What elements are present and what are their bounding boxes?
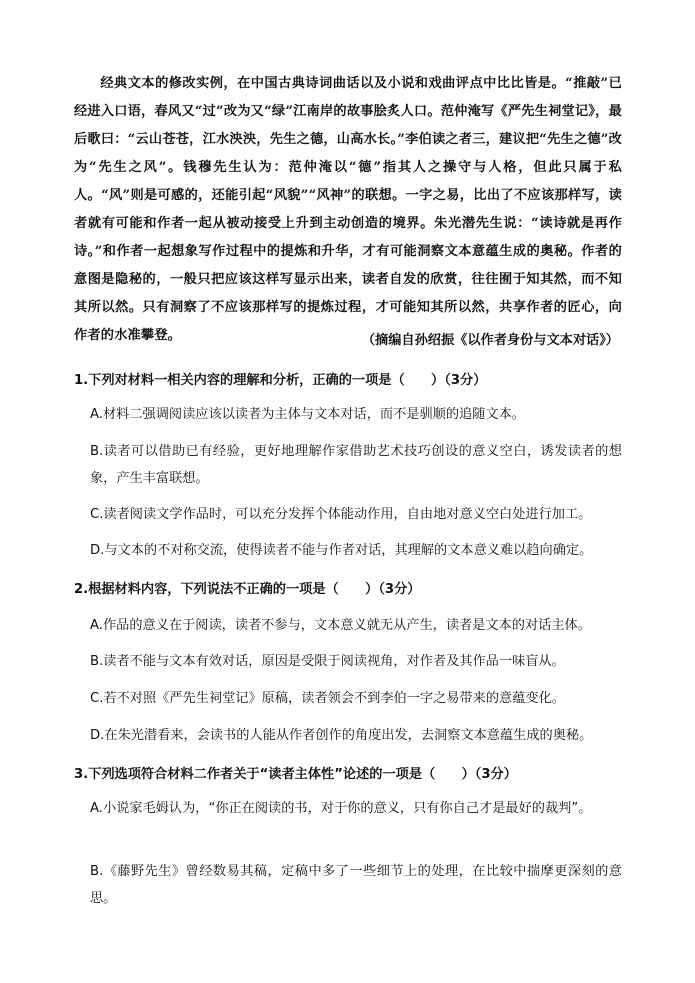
question-2-option-a[interactable]: A.作品的意义在于阅读，读者不参与，文本意义就无从产生，读者是文本的对话主体。 bbox=[90, 618, 591, 633]
question-3-stem: 3.下列选项符合材料二作者关于“读者主体性”论述的一项是（ ）（3分） bbox=[74, 767, 517, 782]
question-1-option-b[interactable]: B.读者可以借助已有经验，更好地理解作家借助艺术技巧创设的意义空白，诱发读者的想象，产生丰富联想。 bbox=[90, 444, 622, 486]
question-1-option-d[interactable]: D.与文本的不对称交流，使得读者不能与作者对话，其理解的文本意义难以趋向确定。 bbox=[90, 543, 593, 558]
question-3-option-b[interactable]: B.《藤野先生》曾经数易其稿，定稿中多了一些细节上的处理，在比较中揣摩更深刻的意思。 bbox=[90, 864, 622, 906]
question-1-stem: 1.下列对材料一相关内容的理解和分析，正确的一项是（ ）（3分） bbox=[74, 373, 487, 388]
question-3-option-a[interactable]: A.小说家毛姆认为，“你正在阅读的书，对于你的意义，只有你自己才是最好的裁判”。 bbox=[90, 801, 592, 816]
question-2-option-b[interactable]: B.读者不能与文本有效对话，原因是受限于阅读视角，对作者及其作品一味盲从。 bbox=[90, 654, 565, 669]
question-2-option-d[interactable]: D.在朱光潜看来，会读书的人能从作者创作的角度出发，去洞察文本意蕴生成的奥秘。 bbox=[90, 728, 593, 743]
reading-passage: 经典文本的修改实例，在中国古典诗词曲话以及小说和戏曲评点中比比皆是。“推敲”已经进入口语，春风又“过”改为又“绿”江南岸的故事脍炙人口。范仲淹写《严先生祠堂记》，最后歌曰：“云山苍苍，江水泱泱，先生之德，山高水长。”李伯读之者三，建议把“先生之德”改为“先生之风”。钱穆先生认为：范仲淹以“德”指其人之操守与人格，但此只属于私人。“风”则是可感的，还能引起“风貌”“风神”的联想。一字之易，比出了不应该那样写，读者就有可能和作者一起从被动接受上升到主动创造的境界。朱光潜先生说：“读诗就是再作诗。”和作者一起想象写作过程中的提炼和升华，才有可能洞察文本意蕴生成的奥秘。作者的意图是隐秘的，一般只把应该这样写显示出来，读者自发的欣赏，往往囿于知其然，而不知其所以然。只有洞察了不应该那样写的提炼过程，才可能知其所以然，共享作者的匠心，向作者的水准攀登。 bbox=[74, 76, 622, 343]
question-1-option-a[interactable]: A.材料二强调阅读应该以读者为主体与文本对话，而不是驯顺的追随文本。 bbox=[90, 407, 525, 422]
source-citation: （摘编自孙绍振《以作者身份与文本对话》） bbox=[361, 333, 619, 348]
question-2-option-c[interactable]: C.若不对照《严先生祠堂记》原稿，读者领会不到李伯一字之易带来的意蕴变化。 bbox=[90, 691, 565, 706]
question-1-option-c[interactable]: C.读者阅读文学作品时，可以充分发挥个体能动作用，自由地对意义空白处进行加工。 bbox=[90, 507, 592, 522]
question-2-stem: 2.根据材料内容，下列说法不正确的一项是（ ）（3分） bbox=[74, 582, 421, 597]
